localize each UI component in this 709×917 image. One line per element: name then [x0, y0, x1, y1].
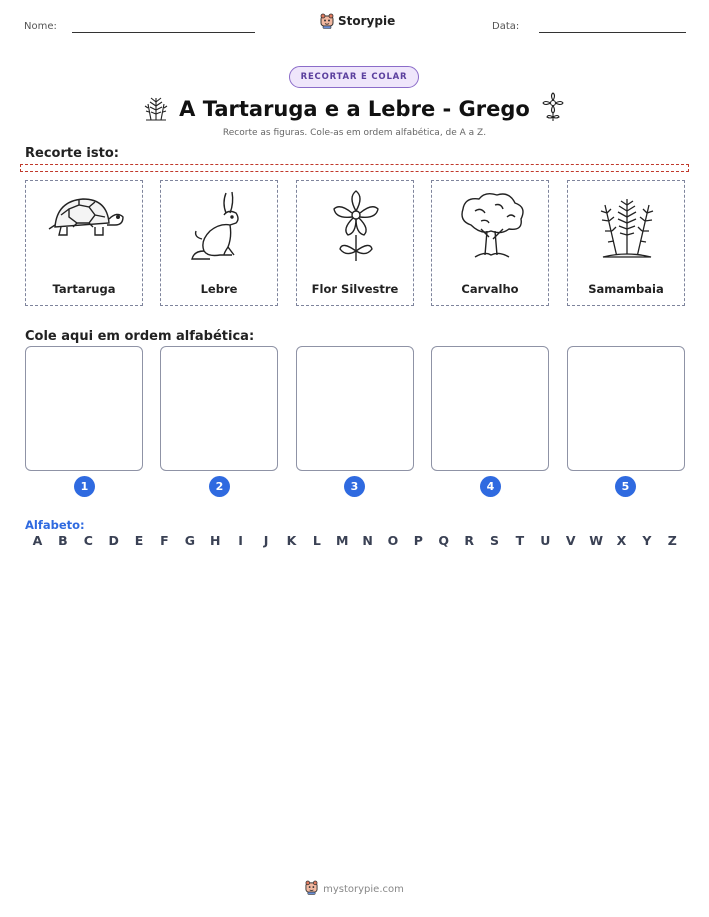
alphabet-letter: X: [616, 533, 627, 548]
alphabet-letter: R: [464, 533, 474, 548]
alphabet-letter: J: [263, 533, 269, 548]
page-title: A Tartaruga e a Lebre - Grego: [179, 97, 530, 121]
paste-box-3[interactable]: [296, 346, 414, 471]
alphabet-letter: N: [362, 533, 373, 548]
name-line: [72, 32, 255, 33]
footer: [0, 880, 709, 899]
brand-name: Storypie: [338, 14, 396, 28]
date-label: Data:: [492, 21, 520, 32]
position-number-3: 3: [344, 476, 365, 497]
name-label: Nome:: [24, 21, 57, 32]
title-row: [0, 92, 709, 126]
date-line: [539, 32, 686, 33]
alphabet-letter: A: [32, 533, 43, 548]
alphabet-letter: H: [210, 533, 221, 548]
alphabet-letter: P: [413, 533, 423, 548]
alphabet-row: [25, 533, 685, 548]
cut-card-lebre[interactable]: [160, 180, 278, 306]
alphabet-letter: T: [515, 533, 525, 548]
turtle-icon: [45, 189, 125, 249]
alphabet-letter: L: [312, 533, 321, 548]
alphabet-letter: K: [286, 533, 297, 548]
alphabet-letter: O: [387, 533, 399, 548]
fern-icon: [587, 189, 667, 263]
cut-card-flor-silvestre[interactable]: [296, 180, 414, 306]
alphabet-letter: B: [58, 533, 68, 548]
alphabet-letter: E: [134, 533, 144, 548]
paste-box-1[interactable]: [25, 346, 143, 471]
alphabet-letter: C: [83, 533, 93, 548]
brand-logo: [320, 13, 395, 29]
alphabet-letter: M: [335, 533, 349, 548]
alphabet-letter: F: [160, 533, 169, 548]
alphabet-letter: I: [238, 533, 243, 548]
card-label: Flor Silvestre: [311, 282, 399, 296]
oak-tree-icon: [451, 189, 531, 263]
cut-card-samambaia[interactable]: [567, 180, 685, 306]
instructions: Recorte as figuras. Cole-as em ordem alfabética, de A a Z.: [222, 128, 487, 138]
card-label: Lebre: [200, 282, 238, 296]
position-number-2: 2: [209, 476, 230, 497]
fern-icon: [143, 92, 169, 126]
alphabet-letter: Z: [667, 533, 677, 548]
alphabet-letter: U: [540, 533, 551, 548]
alphabet-letter: S: [490, 533, 500, 548]
storypie-mascot-icon: [305, 880, 318, 899]
alphabet-letter: Y: [642, 533, 652, 548]
hare-icon: [180, 189, 260, 263]
wildflower-icon: [316, 189, 396, 263]
alphabet-letter: V: [565, 533, 576, 548]
activity-badge: RECORTAR E COLAR: [289, 66, 419, 88]
card-label: Carvalho: [461, 282, 519, 296]
paste-box-2[interactable]: [160, 346, 278, 471]
alphabet-letter: Q: [438, 533, 450, 548]
alphabet-letter: G: [184, 533, 195, 548]
paste-box-5[interactable]: [567, 346, 685, 471]
cut-card-tartaruga[interactable]: [25, 180, 143, 306]
footer-url[interactable]: mystorypie.com: [323, 884, 404, 895]
cut-card-carvalho[interactable]: [431, 180, 549, 306]
flower-icon: [540, 92, 566, 126]
cut-line[interactable]: [20, 164, 689, 172]
card-label: Samambaia: [588, 282, 664, 296]
paste-section-label: Cole aqui em ordem alfabética:: [25, 329, 255, 344]
alphabet-label: Alfabeto:: [25, 518, 85, 532]
position-number-5: 5: [615, 476, 636, 497]
card-label: Tartaruga: [52, 282, 116, 296]
position-number-1: 1: [74, 476, 95, 497]
alphabet-letter: W: [589, 533, 603, 548]
paste-box-4[interactable]: [431, 346, 549, 471]
alphabet-letter: D: [108, 533, 119, 548]
cut-section-label: Recorte isto:: [25, 146, 119, 161]
position-number-4: 4: [480, 476, 501, 497]
storypie-mascot-icon: [320, 13, 334, 29]
